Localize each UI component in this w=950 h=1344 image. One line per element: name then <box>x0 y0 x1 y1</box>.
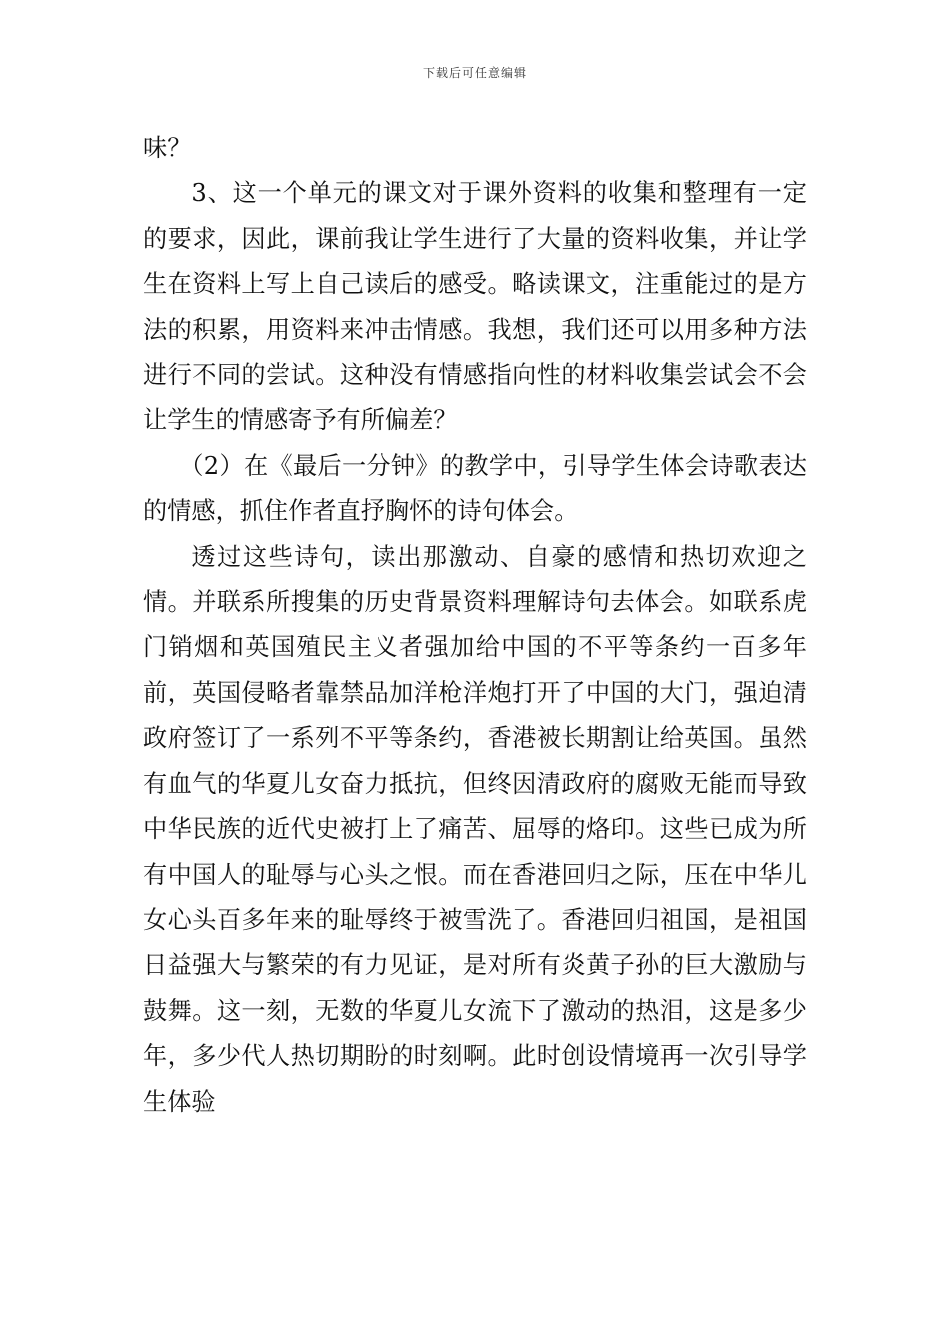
paragraph-analysis: 透过这些诗句，读出那激动、自豪的感情和热切欢迎之情。并联系所搜集的历史背景资料理解诗句去体会。如联系虎门销烟和英国殖民主义者强加给中国的不平等条约一百多年前，英国侵略者靠禁品加洋枪洋炮打开了中国的大门，强迫清政府签订了一系列不平等条约，香港被长期割让给英国。虽然有血气的华夏儿女奋力抵抗，但终因清政府的腐败无能而导致中华民族的近代史被打上了痛苦、屈辱的烙印。这些已成为所有中国人的耻辱与心头之恨。而在香港回归之际，压在中华儿女心头百多年来的耻辱终于被雪洗了。香港回归祖国，是祖国日益强大与繁荣的有力见证，是对所有炎黄子孙的巨大激励与鼓舞。这一刻，无数的华夏儿女流下了激动的热泪，这是多少年，多少代人热切期盼的时刻啊。此时创设情境再一次引导学生体验 <box>143 542 807 1116</box>
page-header: 下载后可任意编辑 <box>422 66 527 80</box>
paragraph-point-2: （2）在《最后一分钟》的教学中，引导学生体会诗歌表达的情感，抓住作者直抒胸怀的诗句体会。 <box>143 451 807 526</box>
paragraph-point-3: 3、这一个单元的课文对于课外资料的收集和整理有一定的要求，因此，课前我让学生进行了大量的资料收集，并让学生在资料上写上自己读后的感受。略读课文，注重能过的是方法的积累，用资料来冲击情感。我想，我们还可以用多种方法进行不同的尝试。这种没有情感指向性的材料收集尝试会不会让学生的情感寄予有所偏差？ <box>143 179 807 435</box>
paragraph-continuation: 味？ <box>143 134 192 162</box>
document-body <box>143 126 807 1125</box>
